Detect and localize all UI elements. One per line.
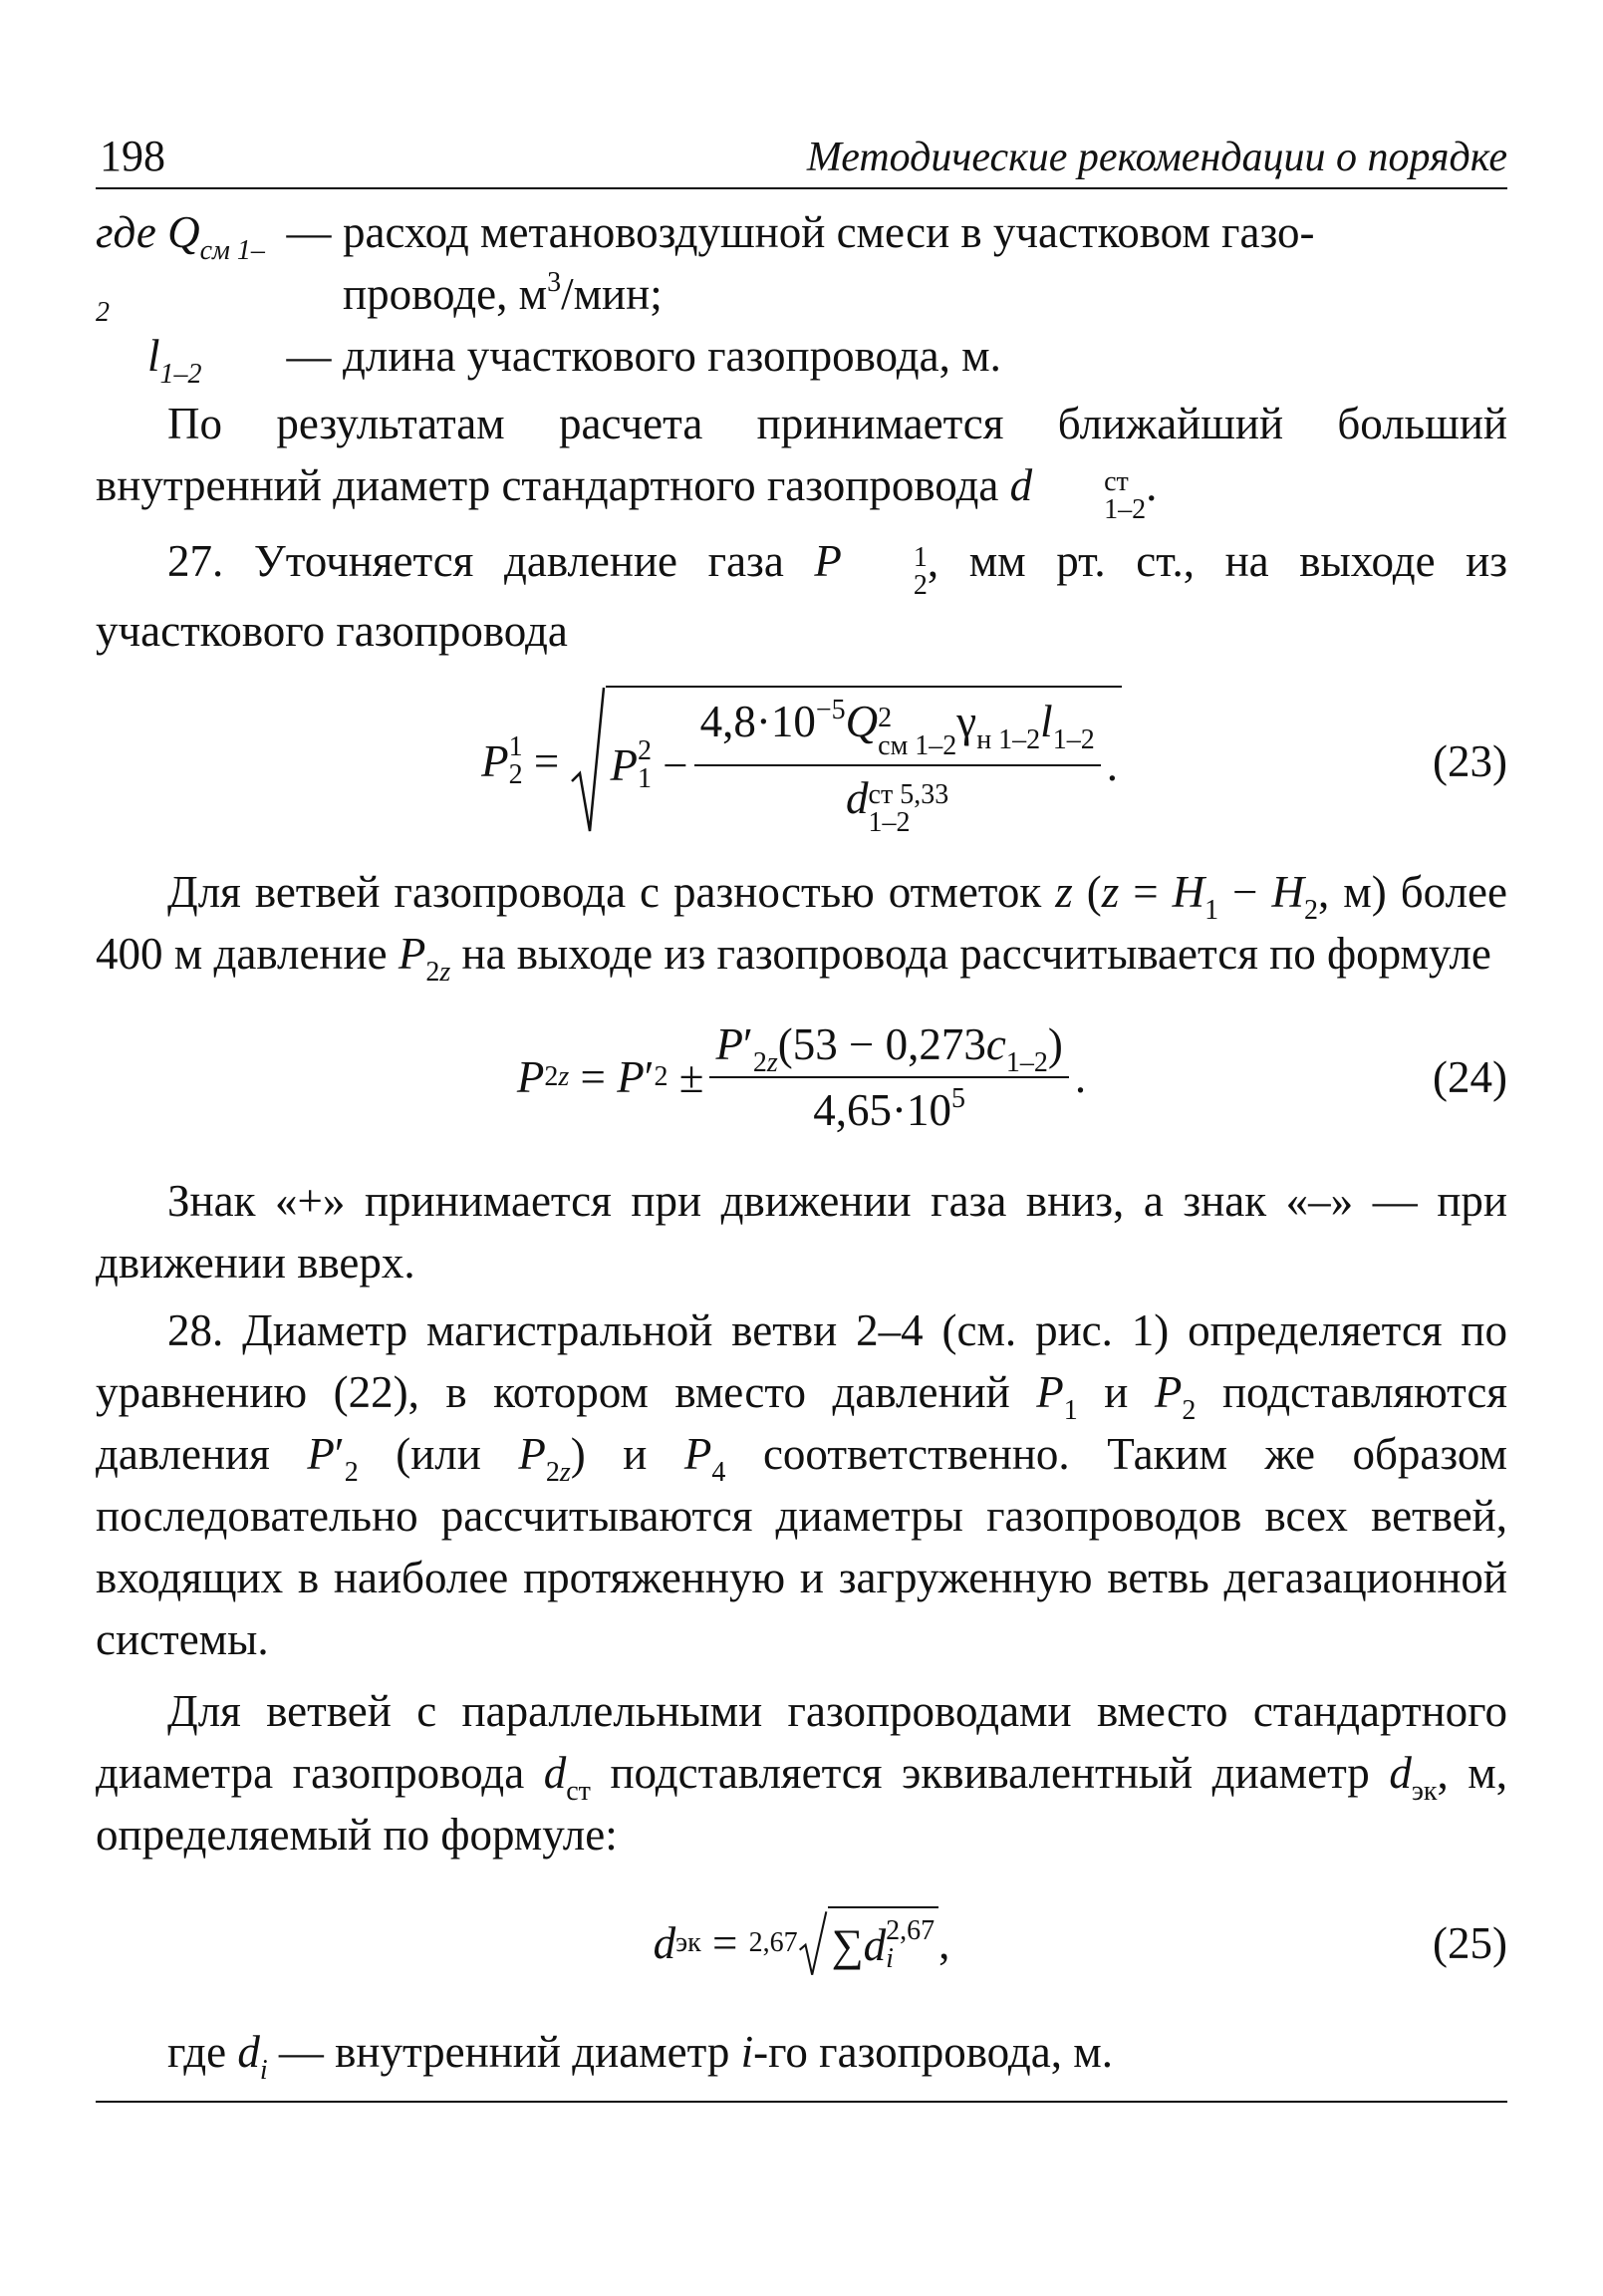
paragraph-standard-diameter: По результатам расчета принимается ближайший больший внутренний диаметр стандартного газопровода d ст 1–2 . <box>96 399 1507 525</box>
formula-25: d эк = 2,67 ∑ d 2,67 i , (25) <box>96 1866 1507 2021</box>
paragraph-di: где $d_i$ — внутренний диаметр i-го газопровода, м. <box>167 2027 1113 2086</box>
running-header <box>96 128 1507 189</box>
paragraph-branches: Для ветвей газопровода с разностью отметок z ($z = H_1 - H_2$, м) более 400 м давление $P_{2z}$ на выходе из газопровода рассчитывается по формуле <box>96 867 1507 988</box>
footer-rule <box>96 2101 1507 2103</box>
formula-24: P 2z = P ′ 2 ± $\frac{P'_{2z}(53 - 0,273c_{1-2})}{4,65\cdot 10^5}$ . (24) <box>96 985 1507 1170</box>
formula-23: P 1 2 = P 2 1 − $4,8\cdot 10^{-5}Q$ 2 см 1–2 $\gamma_{н 1-2}l_{1-2}$ d ст 5,33 1–2 . (23) <box>96 662 1507 861</box>
paragraph-sign: Знак «+» принимается при движении газа вниз, а знак «–» — при движении вверх. <box>96 1176 1507 1288</box>
definition-l: $l_{1-2}$ — длина участкового газопровода, м. <box>147 331 1001 390</box>
paragraph-28: 28. Диаметр магистральной ветви 2–4 (см. рис. 1) определяется по уравнению (22), в котором вместо давлений $P_1$ и $P_2$ подставляются давления $P'_2$ (или $P_{2z}$) и $P_4$ соответственно. Таким же образом последовательно рассчитываются диаметры газопроводов всех ветвей, входящих в наиболее протяженную и загруженную ветвь дегазационной системы. <box>96 1305 1508 1664</box>
formula-number: (25) <box>1433 1918 1507 1968</box>
paragraph-parallel: Для ветвей с параллельными газопроводами вместо стандартного диаметра газопровода $d_{ст}$ подставляется эквивалентный диаметр $d_{эк}$, м, определяемый по формуле: <box>96 1686 1507 1860</box>
page-number: 198 <box>100 132 165 180</box>
page-body <box>96 199 1508 2086</box>
formula-number: (23) <box>1433 736 1507 786</box>
running-title: Методические рекомендации о порядке <box>806 135 1507 180</box>
radical-sign <box>798 1906 828 1980</box>
paragraph-27: 27. Уточняется давление газа P 1 2 , мм рт. ст., на выходе из участкового газопровода <box>96 536 1507 656</box>
formula-number: (24) <box>1433 1052 1507 1102</box>
definition-q: где $Q_{см 1-2}$ — расход метановоздушной смеси в участковом газо- проводе, $м^3$/мин; <box>96 207 1315 328</box>
radical-sign <box>570 686 606 835</box>
definitions-list <box>96 201 1507 390</box>
